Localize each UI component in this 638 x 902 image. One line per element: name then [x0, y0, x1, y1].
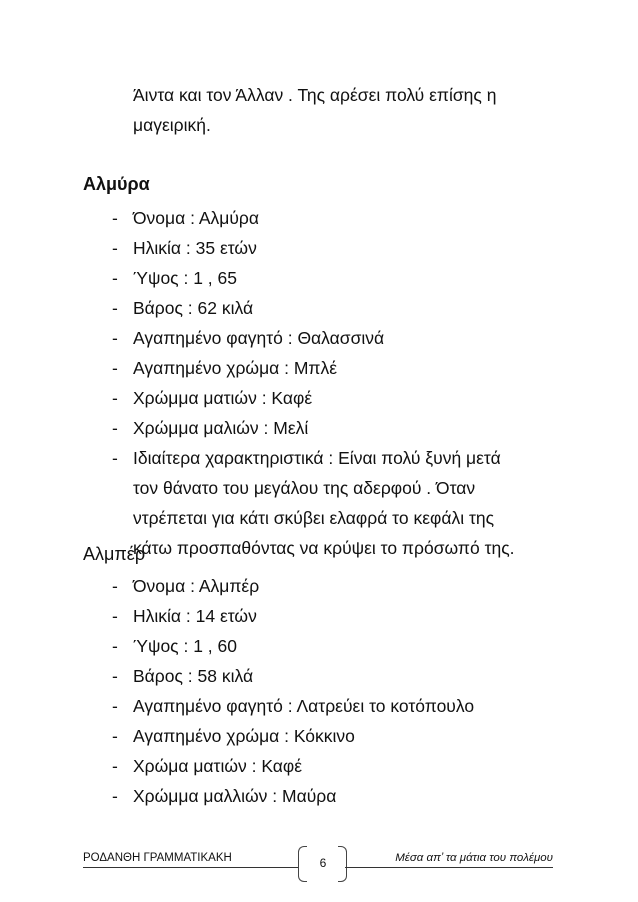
list-item: - Αγαπημένο χρώμα : Κόκκινο — [112, 726, 355, 746]
almyra-attribute-list — [0, 203, 553, 563]
list-item: - Βάρος : 58 κιλά — [112, 666, 254, 686]
list-item: - Όνομα : Αλμπέρ — [112, 576, 260, 596]
footer-book-title: Μέσα απ’ τα μάτια του πολέμου — [395, 852, 553, 864]
list-item: - Ύψος : 1 , 65 — [112, 268, 237, 288]
list-item: - Ηλικία : 35 ετών — [112, 238, 257, 258]
footer-divider — [83, 867, 298, 868]
alber-attribute-list — [0, 571, 553, 811]
page-number: 6 — [319, 856, 327, 870]
list-item: - Χρώμα ματιών : Καφέ — [112, 756, 303, 776]
list-item: - Αγαπημένο φαγητό : Λατρεύει το κοτόπουλο — [112, 696, 475, 716]
list-item: - Αγαπημένο φαγητό : Θαλασσινά — [112, 328, 385, 348]
footer-divider — [345, 867, 553, 868]
list-item: - Βάρος : 62 κιλά — [112, 298, 254, 318]
section-heading-alber: Αλμπέρ — [83, 544, 146, 564]
section-heading-almyra: Αλμύρα — [83, 174, 150, 194]
intro-paragraph — [133, 80, 553, 140]
list-item-special-traits: - Ιδιαίτερα χαρακτηριστικά : Είναι πολύ ξυνή μετά τον θάνατο του μεγάλου της αδερφού . Όταν ντρέπεται για κάτι σκύβει ελαφρά το κεφάλι της κάτω προσπαθόντας να κρύψει το πρόσωπό της. — [112, 448, 515, 558]
footer-author: ΡΟΔΑΝΘΗ ΓΡΑΜΜΑΤΙΚΑΚΗ — [83, 852, 232, 864]
list-item: - Χρώμμα μαλιών : Μελί — [112, 418, 309, 438]
list-item: - Όνομα : Αλμύρα — [112, 208, 260, 228]
list-item: - Αγαπημένο χρώμα : Μπλέ — [112, 358, 338, 378]
page-footer — [83, 840, 553, 870]
right-brace-icon — [338, 846, 347, 882]
list-item: - Ύψος : 1 , 60 — [112, 636, 237, 656]
intro-line: Άιντα και τον Άλλαν . Της αρέσει πολύ επίσης η — [133, 85, 497, 105]
list-item: - Χρώμμα μαλλιών : Μαύρα — [112, 786, 337, 806]
list-item: - Ηλικία : 14 ετών — [112, 606, 257, 626]
intro-line: μαγειρική. — [133, 115, 211, 135]
list-item: - Χρώμμα ματιών : Καφέ — [112, 388, 313, 408]
